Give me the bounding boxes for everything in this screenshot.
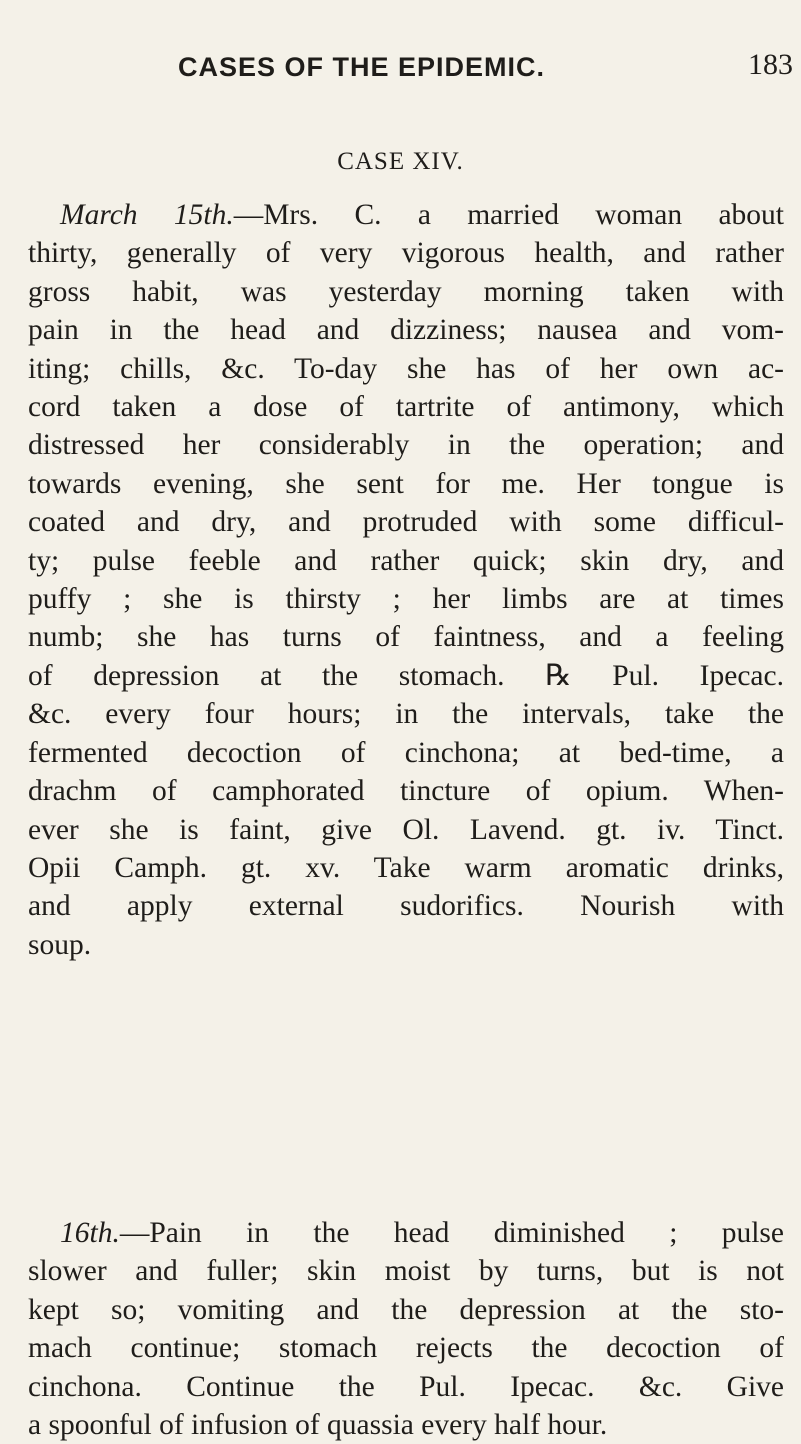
- running-head: [178, 48, 793, 92]
- running-title: CASES OF THE EPIDEMIC.: [178, 52, 546, 82]
- text-line: drachm of camphorated tincture of opium. When-: [28, 775, 784, 808]
- text-line: [28, 196, 784, 234]
- text-line: gross habit, was yesterday morning taken with: [28, 275, 784, 308]
- case-heading: CASE XIV.: [337, 148, 464, 175]
- text-line: numb; she has turns of faintness, and a feeling: [28, 621, 784, 654]
- text-line: cinchona. Continue the Pul. Ipecac. &c. Give: [28, 1370, 784, 1403]
- text-line: towards evening, she sent for me. Her tongue is: [28, 467, 784, 500]
- text-line: fermented decoction of cinchona; at bed-time, a: [28, 736, 784, 769]
- text-line: cord taken a dose of tartrite of antimony, which: [28, 391, 784, 424]
- line-text: —Pain in the head diminished ; pulse: [119, 1217, 784, 1249]
- text-line: kept so; vomiting and the depression at the sto-: [28, 1293, 784, 1326]
- text-line: soup.: [28, 928, 92, 961]
- text-line: slower and fuller; skin moist by turns, but is not: [28, 1255, 784, 1288]
- text-line: and apply external sudorifics. Nourish with: [28, 890, 784, 923]
- text-line: mach continue; stomach rejects the decoction of: [28, 1332, 784, 1365]
- text-line: iting; chills, &c. To-day she has of her own ac-: [28, 352, 784, 385]
- entry-date: March 15th.: [60, 199, 234, 231]
- paragraph-16th: [28, 1214, 784, 1444]
- text-line: of depression at the stomach. ℞ Pul. Ipecac.: [28, 659, 784, 692]
- paragraph-march-15: [28, 196, 784, 964]
- text-line: ever she is faint, give Ol. Lavend. gt. iv. Tinct.: [28, 813, 784, 846]
- entry-date: 16th.: [60, 1217, 120, 1249]
- text-line: a spoonful of infusion of quassia every half hour.: [28, 1409, 608, 1442]
- text-line: [28, 1214, 784, 1252]
- text-line: Opii Camph. gt. xv. Take warm aromatic drinks,: [28, 851, 784, 884]
- text-line: &c. every four hours; in the intervals, take the: [28, 698, 784, 731]
- text-line: coated and dry, and protruded with some difficul-: [28, 506, 784, 539]
- text-line: pain in the head and dizziness; nausea and vom-: [28, 314, 784, 347]
- text-line: distressed her considerably in the operation; and: [28, 429, 784, 462]
- text-line: ty; pulse feeble and rather quick; skin dry, and: [28, 544, 784, 577]
- text-line: puffy ; she is thirsty ; her limbs are at times: [28, 583, 784, 616]
- line-text: —Mrs. C. a married woman about: [233, 199, 784, 231]
- page-number: 183: [748, 48, 793, 81]
- text-line: thirty, generally of very vigorous health, and rather: [28, 237, 784, 270]
